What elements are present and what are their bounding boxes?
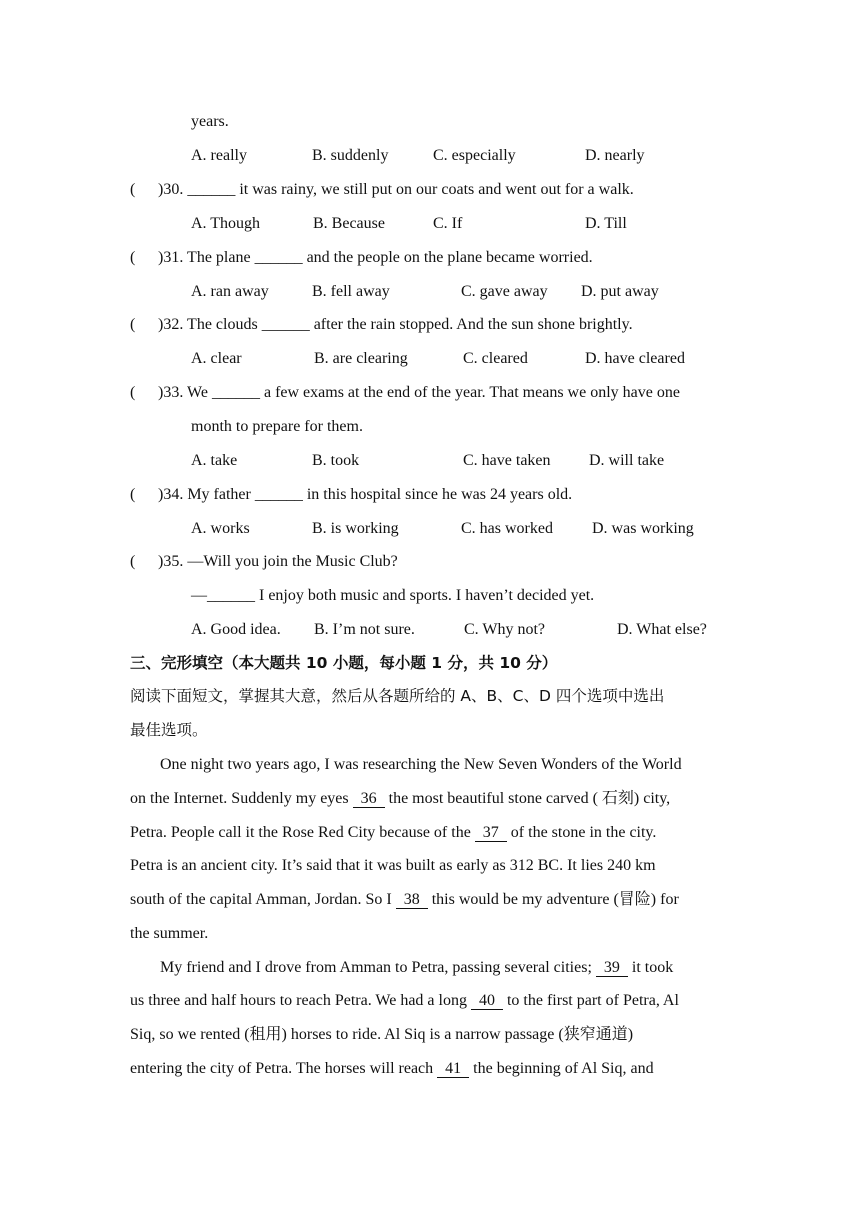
q30-option-a: A. Though — [191, 215, 261, 232]
section-instruction-continued: 最佳选项。 — [130, 721, 208, 739]
q32-stem: )32. The clouds ______ after the rain stopped. And the sun shone brightly. — [158, 316, 633, 333]
passage-line — [130, 823, 656, 843]
passage-text: the beginning of Al Siq, and — [469, 1060, 654, 1077]
q33-stem: )33. We ______ a few exams at the end of the year. That means we only have one — [158, 384, 680, 401]
q29-option-b: B. suddenly — [312, 147, 389, 164]
q34-option-b: B. is working — [312, 520, 399, 537]
q32-option-b: B. are clearing — [314, 350, 408, 367]
passage-text: on the Internet. Suddenly my eyes — [130, 790, 353, 807]
q30-answer-paren: ( — [130, 181, 136, 198]
q31-option-c: C. gave away — [461, 283, 548, 300]
q34-option-d: D. was working — [592, 520, 694, 537]
q29-stem-end: years. — [191, 113, 229, 130]
blank-40 — [471, 992, 503, 1010]
passage-line: Petra is an ancient city. It’s said that it was built as early as 312 BC. It lies 240 km — [130, 857, 656, 874]
blank-39 — [596, 959, 628, 977]
blank-number: 37 — [482, 824, 499, 841]
blank-41 — [437, 1060, 469, 1078]
section-instruction: 阅读下面短文，掌握其大意，然后从各题所给的 A、B、C、D 四个选项中选出 — [130, 687, 665, 705]
passage-text: of the stone in the city. — [506, 824, 657, 841]
q35-answer-paren: ( — [130, 553, 136, 570]
blank-number: 40 — [478, 992, 495, 1009]
q33-answer-paren: ( — [130, 384, 136, 401]
passage-line — [130, 789, 670, 809]
q34-stem: )34. My father ______ in this hospital since he was 24 years old. — [158, 486, 573, 503]
q35-option-d: D. What else? — [617, 621, 707, 638]
blank-37 — [475, 824, 507, 842]
q33-option-b: B. took — [312, 452, 360, 469]
q30-option-b: B. Because — [313, 215, 385, 232]
q32-option-c: C. cleared — [463, 350, 528, 367]
q35-option-b: B. I’m not sure. — [314, 621, 415, 638]
passage-text: it took — [627, 959, 674, 976]
blank-36 — [353, 790, 385, 808]
q29-option-a: A. really — [191, 147, 247, 164]
passage-line — [130, 1059, 654, 1079]
passage-line — [130, 991, 679, 1011]
q34-answer-paren: ( — [130, 486, 136, 503]
q32-option-a: A. clear — [191, 350, 242, 367]
q35-option-c: C. Why not? — [464, 621, 546, 638]
q31-option-d: D. put away — [581, 283, 659, 300]
blank-number: 38 — [403, 891, 420, 908]
q34-option-c: C. has worked — [461, 520, 553, 537]
passage-line: One night two years ago, I was researching the New Seven Wonders of the World — [160, 756, 682, 773]
q33-option-c: C. have taken — [463, 452, 551, 469]
q31-answer-paren: ( — [130, 249, 136, 266]
passage-text: entering the city of Petra. The horses will reach — [130, 1060, 438, 1077]
q31-option-b: B. fell away — [312, 283, 390, 300]
passage-text: to the first part of Petra, Al — [502, 992, 679, 1009]
passage-text: My friend and I drove from Amman to Petra, passing several cities; — [160, 959, 596, 976]
passage-text: us three and half hours to reach Petra. We had a long — [130, 992, 471, 1009]
passage-line — [160, 958, 673, 978]
passage-text: south of the capital Amman, Jordan. So I — [130, 891, 396, 908]
q33-option-a: A. take — [191, 452, 238, 469]
passage-text: Petra. People call it the Rose Red City because of the — [130, 824, 475, 841]
q33-option-d: D. will take — [589, 452, 665, 469]
q30-option-c: C. If — [433, 215, 463, 232]
passage-text: the most beautiful stone carved ( 石刻) city, — [384, 790, 671, 807]
passage-text: this would be my adventure (冒险) for — [427, 891, 679, 908]
q32-answer-paren: ( — [130, 316, 136, 333]
passage-line — [130, 890, 679, 910]
passage-line: the summer. — [130, 925, 209, 942]
blank-38 — [396, 891, 428, 909]
q31-option-a: A. ran away — [191, 283, 269, 300]
blank-number: 41 — [445, 1060, 462, 1077]
q34-option-a: A. works — [191, 520, 250, 537]
q35-option-a: A. Good idea. — [191, 621, 281, 638]
passage-line: Siq, so we rented (租用) horses to ride. Al Siq is a narrow passage (狭窄通道) — [130, 1026, 634, 1043]
q29-option-d: D. nearly — [585, 147, 645, 164]
q29-option-c: C. especially — [433, 147, 516, 164]
q31-stem: )31. The plane ______ and the people on the plane became worried. — [158, 249, 593, 266]
q35-stem-continued: —______ I enjoy both music and sports. I haven’t decided yet. — [191, 587, 595, 604]
q35-stem: )35. —Will you join the Music Club? — [158, 553, 398, 570]
q30-option-d: D. Till — [585, 215, 627, 232]
q30-stem: )30. ______ it was rainy, we still put on our coats and went out for a walk. — [158, 181, 634, 198]
blank-number: 39 — [603, 959, 620, 976]
q32-option-d: D. have cleared — [585, 350, 685, 367]
q33-stem-continued: month to prepare for them. — [191, 418, 363, 435]
section-heading: 三、完形填空（本大题共 10 小题，每小题 1 分，共 10 分） — [130, 654, 558, 672]
blank-number: 36 — [360, 790, 377, 807]
